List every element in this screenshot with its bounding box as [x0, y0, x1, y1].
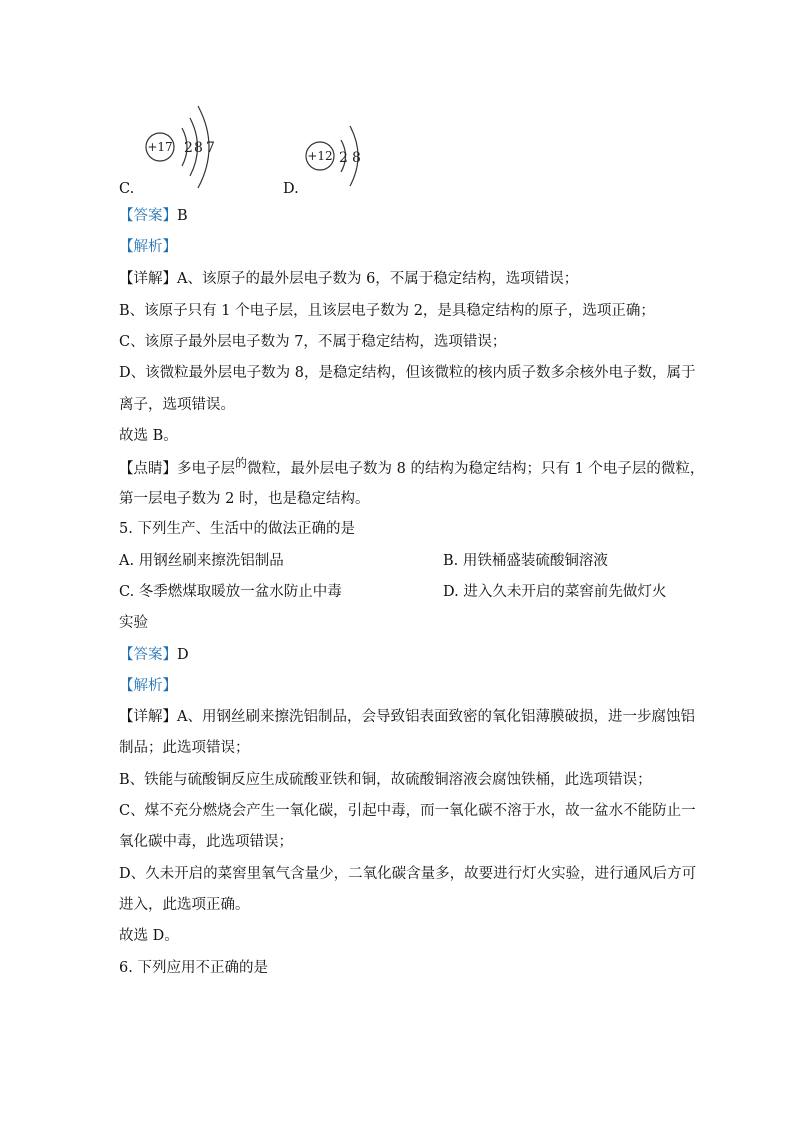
- option-d-label: D.: [283, 181, 299, 197]
- option-c-label: C.: [119, 181, 135, 197]
- shell-count-c-3: 7: [206, 140, 215, 156]
- q5-option-d-cont: 实验: [119, 615, 148, 631]
- detail-tag: 【详解】: [119, 271, 177, 287]
- q5-detail-line-4: C、煤不充分燃烧会产生一氧化碳，引起中毒，而一氧化碳不溶于水，故一盆水不能防止一: [119, 803, 696, 819]
- q5-option-b: B. 用铁桶盛装硫酸铜溶液: [443, 553, 608, 569]
- q4-detail-line-3: C、该原子最外层电子数为 7，不属于稳定结构，选项错误；: [119, 334, 507, 350]
- q4-detail-line-5: 离子，选项错误。: [119, 397, 235, 413]
- q6-stem: 6. 下列应用不正确的是: [119, 960, 268, 976]
- shell-count-d-1: 2: [339, 150, 348, 166]
- shell-count-c-2: 8: [194, 140, 203, 156]
- q5-stem: 5. 下列生产、生活中的做法正确的是: [119, 521, 355, 537]
- detail-tag: 【详解】: [119, 709, 177, 725]
- point-tag: 【点睛】: [119, 461, 177, 477]
- q4-answer-line: [119, 206, 188, 226]
- q4-point-line-1: 【点睛】多电子层$^的$微粒，最外层电子数为 8 的结构为稳定结构；只有 1 个电子层的微粒，: [119, 456, 705, 477]
- q5-detail-line-5: 氧化碳中毒，此选项错误；: [119, 834, 293, 850]
- answer-tag: 【答案】: [119, 647, 177, 663]
- atom-diagram-c: [138, 100, 238, 192]
- answer-tag: 【答案】: [119, 208, 177, 224]
- q5-detail-line-6: D、久未开启的菜窖里氧气含量少，二氧化碳含量多，故要进行灯火实验，进行通风后方可: [119, 866, 697, 882]
- atom-diagram-d: [300, 118, 380, 190]
- q5-detail-line-3: B、铁能与硫酸铜反应生成硫酸亚铁和铜，故硫酸铜溶液会腐蚀铁桶，此选项错误；: [119, 772, 652, 788]
- q5-option-d: D. 进入久未开启的菜窖前先做灯火: [443, 584, 667, 600]
- shell-count-d-2: 8: [352, 150, 361, 166]
- q5-option-c: C. 冬季燃煤取暖放一盆水防止中毒: [119, 584, 342, 600]
- q4-detail-line-4: D、该微粒最外层电子数为 8，是稳定结构，但该微粒的核内质子数多余核外电子数，属于: [119, 365, 696, 381]
- q4-point-line-2: 第一层电子数为 2 时，也是稳定结构。: [119, 491, 370, 507]
- q4-detail-line-2: B、该原子只有 1 个电子层，且该层电子数为 2，是具稳定结构的原子，选项正确；: [119, 303, 655, 319]
- analysis-tag: 【解析】: [119, 678, 177, 694]
- nucleus-label-c: +17: [147, 140, 173, 154]
- q5-answer-line: [119, 645, 189, 665]
- q5-detail-line-1: 【详解】A、用钢丝刷来擦洗铝制品，会导致铝表面致密的氧化铝薄膜破损，进一步腐蚀铝: [119, 709, 695, 725]
- q4-detail-line-1: 【详解】A、该原子的最外层电子数为 6，不属于稳定结构，选项错误；: [119, 271, 579, 287]
- q5-option-a: A. 用钢丝刷来擦洗铝制品: [119, 553, 284, 569]
- q5-detail-line-7: 进入，此选项正确。: [119, 897, 250, 913]
- q5-answer: D: [177, 647, 189, 663]
- q4-answer: B: [177, 208, 188, 224]
- analysis-tag: 【解析】: [119, 239, 177, 255]
- q5-conclusion: 故选 D。: [119, 928, 179, 944]
- shell-count-c-1: 2: [184, 140, 193, 156]
- q4-analysis-heading: [119, 237, 177, 257]
- q5-analysis-heading: [119, 676, 177, 696]
- q4-conclusion: 故选 B。: [119, 428, 178, 444]
- nucleus-label-d: +12: [307, 149, 333, 163]
- q5-detail-line-2: 制品；此选项错误；: [119, 740, 250, 756]
